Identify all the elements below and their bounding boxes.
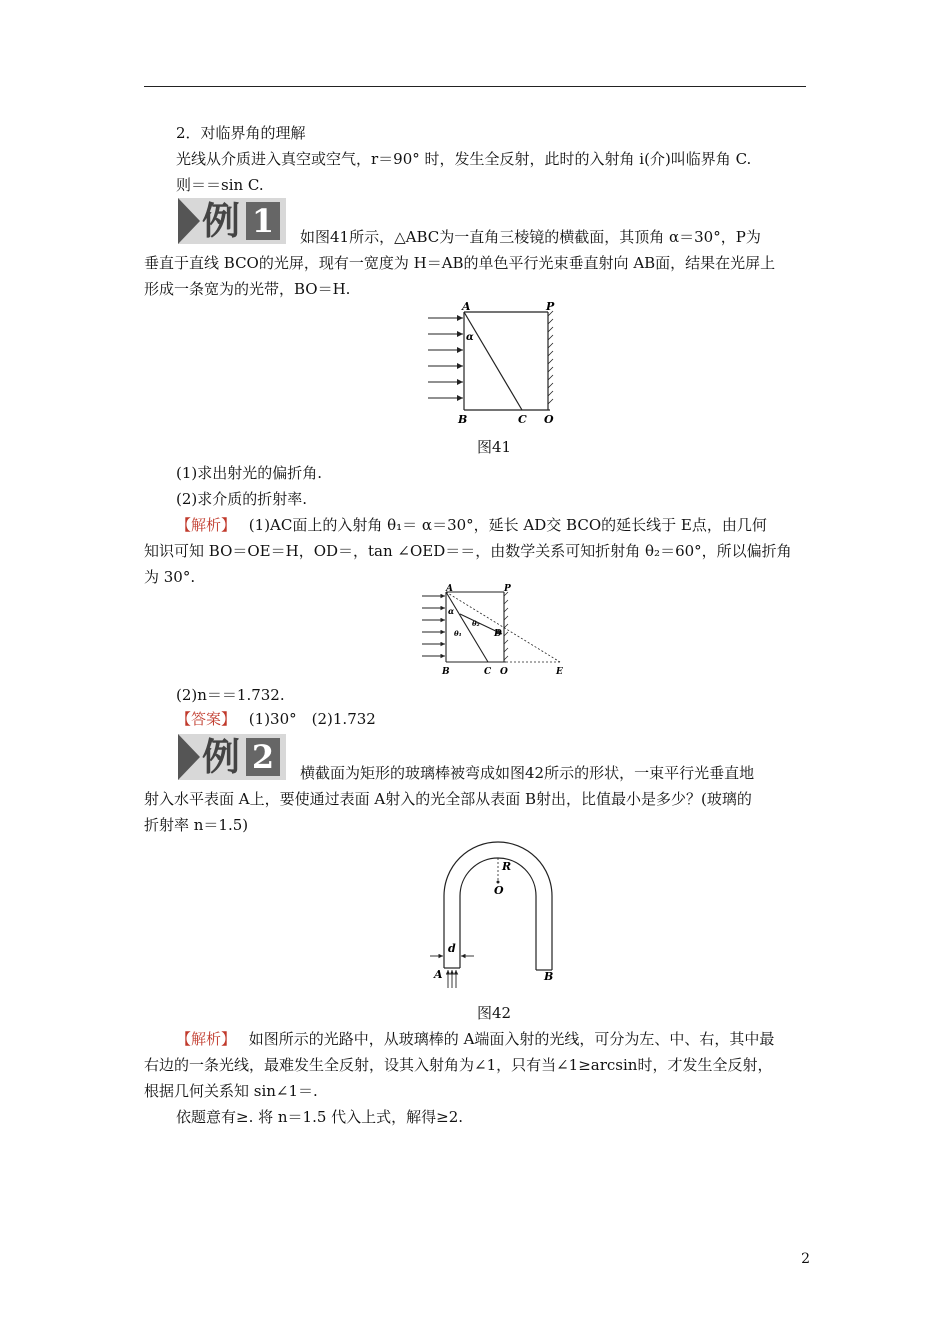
header-rule <box>144 86 806 87</box>
fig41-label-a: A <box>462 300 471 313</box>
fig42-caption: 图42 <box>476 1004 512 1022</box>
figure-41-analysis <box>420 584 570 680</box>
fig41b-label-p: P <box>504 584 511 594</box>
fig42-label-r: R <box>502 860 512 873</box>
fig42-label-a: A <box>434 968 443 981</box>
ex2-conclusion: 依题意有≥. 将 n＝1.5 代入上式，解得≥2. <box>176 1108 464 1126</box>
ex1-text-line1: 如图41所示，△ABC为一直角三棱镜的横截面，其顶角 α＝30°，P为 <box>300 228 761 246</box>
ex1-answer <box>176 706 838 732</box>
fig42-label-b: B <box>544 970 554 983</box>
fig41-label-b: B <box>458 413 468 426</box>
ex1-question-2: (2)求介质的折射率. <box>176 490 308 508</box>
answer-tag: 【答案】 <box>176 710 237 728</box>
ex1-analysis-line2: 知识可知 BO＝OE＝H，OD＝，tan ∠OED＝＝，由数学关系可知折射角 θ₂＝60°，所以偏折角 <box>144 542 792 560</box>
fig42-label-o: O <box>494 884 504 897</box>
analysis-tag: 【解析】 <box>176 516 237 534</box>
fig41b-label-a: A <box>446 584 453 594</box>
ex2-analysis-line2: 右边的一条光线，最难发生全反射，设其入射角为∠1，只有当∠1≥arcsin时，才发生全反射， <box>144 1056 773 1074</box>
fig41b-label-alpha: α <box>448 606 455 616</box>
ex2-analysis-text1: 如图所示的光路中，从玻璃棒的 A端面入射的光线，可分为左、中、右，其中最 <box>248 1030 775 1048</box>
example-1-badge: 例 1 <box>178 198 286 244</box>
ex2-text-line2: 射入水平表面 A上，要使通过表面 A射入的光全部从表面 B射出，比值最小是多少？(玻璃的 <box>144 790 752 808</box>
ex1-question-1: (1)求出射光的偏折角. <box>176 464 323 482</box>
critical-angle-text: 光线从介质进入真空或空气，r＝90° 时，发生全反射，此时的入射角 i(介)叫临界角 C. <box>176 150 752 168</box>
fig41-caption: 图41 <box>476 438 512 456</box>
fig41b-label-d: D <box>494 629 502 639</box>
critical-angle-formula: 则＝＝sin C. <box>176 176 264 194</box>
ex1-analysis-text1: (1)AC面上的入射角 θ₁＝ α＝30°，延长 AD交 BCO的延长线于 E点，由几何 <box>248 516 767 534</box>
fig41-label-c: C <box>518 413 527 426</box>
fig41-label-o: O <box>544 413 554 426</box>
figure-42 <box>424 838 564 998</box>
ex2-analysis-line1 <box>176 1026 806 1052</box>
ex2-text-line1: 横截面为矩形的玻璃棒被弯成如图42所示的形状，一束平行光垂直地 <box>300 764 755 782</box>
section-heading: 2．对临界角的理解 <box>176 124 306 142</box>
badge-arrow-icon <box>178 734 200 780</box>
page-number: 2 <box>801 1251 810 1267</box>
fig41b-label-e: E <box>556 667 563 677</box>
ex1-analysis-line1 <box>176 512 806 538</box>
ex1-text-line3: 形成一条宽为的光带，BO＝H. <box>144 280 351 298</box>
fig42-label-d: d <box>448 942 456 955</box>
figure-41 <box>420 300 570 430</box>
fig41-label-p: P <box>546 300 555 313</box>
ex1-answer-text: (1)30° (2)1.732 <box>248 710 376 728</box>
ex2-text-line3: 折射率 n＝1.5) <box>144 816 249 834</box>
fig41b-label-theta1: θ₁ <box>454 629 462 638</box>
ex1-part2: (2)n＝＝1.732. <box>176 686 285 704</box>
example-2-badge: 例 2 <box>178 734 286 780</box>
fig41b-label-theta2: θ₂ <box>472 619 480 628</box>
ex1-analysis-line3: 为 30°. <box>144 568 196 586</box>
ex1-text-line2: 垂直于直线 BCO的光屏，现有一宽度为 H＝AB的单色平行光束垂直射向 AB面，结果在光屏上 <box>144 254 776 272</box>
analysis-tag: 【解析】 <box>176 1030 237 1048</box>
ex2-analysis-line3: 根据几何关系知 sin∠1＝. <box>144 1082 318 1100</box>
badge-arrow-icon <box>178 198 200 244</box>
fig41b-label-b: B <box>442 667 450 677</box>
fig41b-label-c: C <box>484 667 492 677</box>
fig41-label-alpha: α <box>466 332 474 343</box>
fig41b-label-o: O <box>500 667 508 677</box>
